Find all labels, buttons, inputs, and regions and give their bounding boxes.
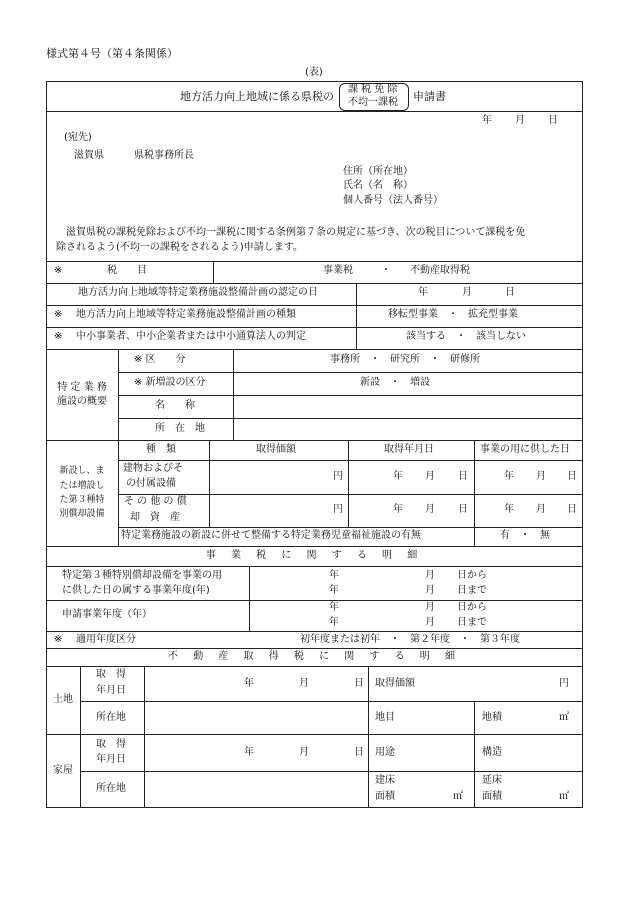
- land-label: 土地: [53, 694, 73, 706]
- apply-year-value: 初年度または初年 ・ 第２年度 ・ 第３年度: [300, 634, 520, 645]
- side-label: (表): [305, 67, 323, 78]
- tax-item-real-estate: 不動産取得税: [410, 265, 470, 276]
- equipment-building-use-day: 日: [567, 471, 577, 482]
- intro-line-2: 除されるよう(不均一の課税をされるよう)申請します。: [56, 242, 304, 253]
- equipment-building-label-2: の付属設備: [126, 478, 176, 489]
- date-month: 月: [515, 115, 525, 126]
- land-area-unit: ㎡: [559, 712, 569, 723]
- form-title: 地方活力向上地域に係る県税の: [180, 90, 334, 103]
- equipment-building-acq-year: 年: [393, 471, 403, 482]
- equipment-other-use-month: 月: [536, 504, 546, 515]
- equipment-group-label: 新設し、ま たは増設し た第３種特 別償却設備: [59, 466, 105, 520]
- equipment-other-acq-day: 日: [458, 504, 468, 515]
- house-acq-year: 年: [244, 747, 254, 758]
- land-price-label: 取得価額: [375, 678, 415, 689]
- equipment-kind-header: 種 類: [146, 444, 176, 455]
- form-number: 様式第４号（第４条関係）: [46, 47, 178, 60]
- req-from-month: 月: [425, 602, 435, 613]
- new-category-label: ※ 新増設の区分: [134, 377, 206, 388]
- request-fy-label: 申請事業年度（年）: [62, 609, 152, 620]
- land-category-label: 地目: [375, 712, 395, 723]
- plan-type-label: 地方活力向上地域等特定業務施設整備計画の種類: [76, 309, 296, 320]
- equipment-other-label-2: 却 資 産: [130, 512, 180, 523]
- equipment-building-acq-day: 日: [458, 471, 468, 482]
- land-price-yen: 円: [559, 678, 569, 689]
- house-total-unit: ㎡: [559, 791, 569, 802]
- house-acq-day: 日: [354, 747, 364, 758]
- fy-to-day: 日まで: [457, 585, 487, 596]
- title-suffix: 申請書: [413, 90, 446, 103]
- house-acq-label-2: 年月日: [96, 754, 126, 765]
- house-total-label-1: 延床: [482, 775, 502, 786]
- house-floor-label-2: 面積: [375, 791, 395, 802]
- plan-date-year: 年: [418, 287, 428, 298]
- applicant-number: 個人番号（法人番号）: [343, 195, 443, 206]
- sme-label: 中小事業者、中小企業者または中小通算法人の判定: [76, 331, 306, 342]
- req-from-year: 年: [329, 602, 339, 613]
- title-option-exemption: 課 税 免 除: [348, 84, 398, 95]
- req-to-year: 年: [329, 617, 339, 628]
- equipment-use-date-header: 事業の用に供した日: [480, 444, 570, 455]
- apply-year-label: 適用年度区分: [76, 634, 136, 645]
- equipment-acq-date-header: 取得年月日: [384, 444, 434, 455]
- facility-category-value: 事務所 ・ 研究所 ・ 研修所: [330, 354, 480, 365]
- sme-value: 該当する ・ 該当しない: [406, 331, 526, 342]
- land-acq-day: 日: [354, 678, 364, 689]
- addressee-name: 滋賀県 県税事務所長: [74, 150, 194, 161]
- house-location-label: 所在地: [96, 783, 126, 794]
- req-to-day: 日まで: [457, 617, 487, 628]
- facility-location-label: 所 在 地: [155, 423, 205, 434]
- equipment-building-use-month: 月: [536, 471, 546, 482]
- equipment-building-yen: 円: [333, 471, 343, 482]
- tax-item-business: 事業税: [323, 265, 353, 276]
- applicant-name: 氏名（名 称）: [343, 180, 413, 191]
- fy-label-1: 特定第３種特別償却設備を事業の用: [62, 570, 222, 581]
- house-acq-label-1: 取 得: [96, 739, 126, 750]
- equipment-other-use-day: 日: [567, 504, 577, 515]
- facility-group-label: 特 定 業 務 施設の概要: [57, 382, 107, 407]
- plan-type-value: 移転型事業 ・ 拡充型事業: [388, 309, 518, 320]
- tax-item-mark: ※: [54, 265, 63, 276]
- fy-from-day: 日から: [457, 570, 487, 581]
- house-floor-unit: ㎡: [453, 791, 463, 802]
- house-floor-label-1: 建床: [375, 775, 395, 786]
- land-area-label: 地積: [482, 712, 502, 723]
- new-category-value: 新設 ・ 増設: [360, 377, 430, 388]
- sme-mark: ※: [54, 331, 63, 342]
- equipment-other-use-year: 年: [504, 504, 514, 515]
- date-year: 年: [482, 115, 492, 126]
- intro-line-1: 滋賀県税の課税免除および不均一課税に関する条例第７条の規定に基づき、次の税目について課税を免: [66, 227, 526, 238]
- equipment-other-label-1: そ の 他 の 償: [124, 496, 187, 507]
- land-acq-month: 月: [299, 678, 309, 689]
- addressee-label: (宛先): [64, 132, 92, 143]
- req-from-day: 日から: [457, 602, 487, 613]
- house-acq-month: 月: [299, 747, 309, 758]
- equipment-other-acq-year: 年: [393, 504, 403, 515]
- equipment-building-use-year: 年: [504, 471, 514, 482]
- land-acq-label-1: 取 得: [96, 669, 126, 680]
- land-acq-year: 年: [244, 678, 254, 689]
- date-day: 日: [548, 115, 558, 126]
- plan-date-day: 日: [505, 287, 515, 298]
- business-tax-header: 事 業 税 に 関 す る 明 細: [205, 550, 424, 562]
- house-use-label: 用途: [375, 747, 395, 758]
- equipment-other-yen: 円: [333, 504, 343, 515]
- fy-from-month: 月: [425, 570, 435, 581]
- tax-item-dot: ・: [381, 265, 391, 276]
- childcare-value: 有 ・ 無: [500, 530, 550, 541]
- equipment-building-acq-month: 月: [425, 471, 435, 482]
- fy-to-year: 年: [329, 585, 339, 596]
- land-acq-label-2: 年月日: [96, 685, 126, 696]
- fy-to-month: 月: [425, 585, 435, 596]
- equipment-cost-header: 取得価額: [256, 444, 296, 455]
- req-to-month: 月: [425, 617, 435, 628]
- plan-date-label: 地方活力向上地域等特定業務施設整備計画の認定の日: [78, 287, 318, 298]
- fy-label-2: に供した日の属する事業年度(年): [62, 585, 210, 596]
- fy-from-year: 年: [329, 570, 339, 581]
- plan-type-mark: ※: [54, 309, 63, 320]
- equipment-building-label-1: 建物およびそ: [123, 463, 183, 474]
- applicant-address: 住所（所在地）: [343, 166, 413, 177]
- equipment-other-acq-month: 月: [425, 504, 435, 515]
- plan-date-month: 月: [462, 287, 472, 298]
- tax-item-label: 税 目: [107, 265, 147, 276]
- facility-name-label: 名 称: [155, 400, 195, 411]
- house-structure-label: 構造: [482, 747, 502, 758]
- house-total-label-2: 面積: [482, 791, 502, 802]
- facility-category-label: ※ 区 分: [134, 354, 186, 365]
- real-estate-header: 不 動 産 取 得 税 に 関 す る 明 細: [168, 651, 461, 663]
- apply-year-mark: ※: [54, 634, 63, 645]
- title-option-uneven: 不均一課税: [348, 97, 398, 108]
- land-location-label: 所在地: [96, 712, 126, 723]
- childcare-label: 特定業務施設の新設に併せて整備する特定業務児童福祉施設の有無: [121, 530, 421, 541]
- house-label: 家屋: [53, 765, 73, 777]
